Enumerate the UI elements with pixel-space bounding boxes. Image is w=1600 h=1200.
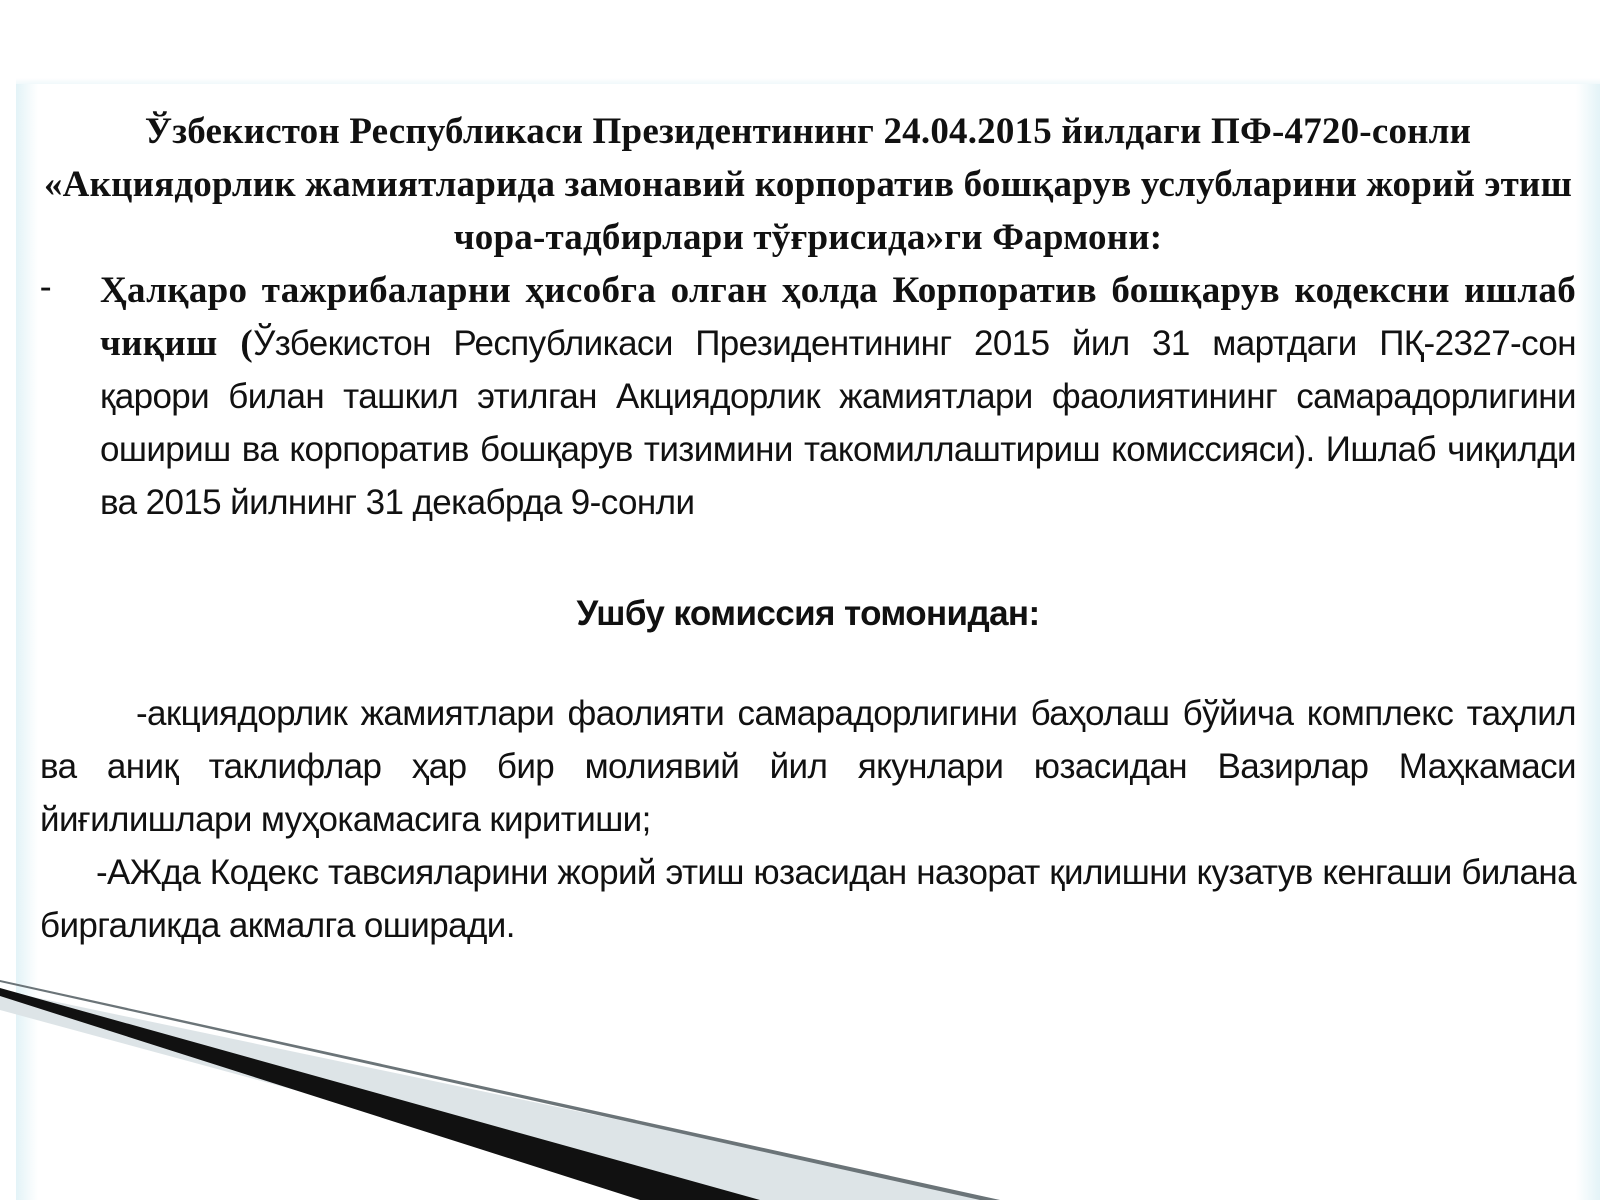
- slide-content: [40, 105, 1576, 952]
- bullet-normal-text: Ўзбекистон Республикаси Президентининг 2015 йил 31 мартдаги ПҚ-2327-сон қарори билан ташкил этилган Акциядорлик жамиятлари фаолиятининг самарадорлигини ошириш ва корпоратив бошқарув тизимини такомиллаштириш комиссияси). Ишлаб чиқилди ва 2015 йилнинг 31 декабрда 9-сонли: [100, 324, 1576, 522]
- bullet-dash: -: [40, 268, 52, 305]
- bullet-bold-text: Ҳалқаро тажрибаларни ҳисобга олган ҳолда Корпоратив бошқарув кодексни ишлаб чиқиш (: [100, 270, 1576, 364]
- paragraph-code-implementation: -АЖда Кодекс тавсияларини жорий этиш юзасидан назорат қилишни кузатув кенгаши билана биргаликда акмалга оширади.: [40, 853, 1576, 945]
- paragraph-evaluation: -акциядорлик жамиятлари фаолияти самарадорлигини баҳолаш бўйича комплекс таҳлил ва аниқ таклифлар ҳар бир молиявий йил якунлари юзасидан Вазирлар Маҳкамаси йиғилишлари муҳокамасига киритиши;: [40, 694, 1576, 839]
- decree-title: Ўзбекистон Республикаси Президентининг 24.04.2015 йилдаги ПФ-4720-сонли «Акциядорлик жамиятларида замонавий корпоратив бошқарув услубларини жорий этиш чора-тадбирлари тўғрисида»ги Фармони:: [43, 111, 1573, 258]
- bullet-item: [40, 264, 1576, 529]
- commission-subheading: Ушбу комиссия томонидан:: [576, 594, 1040, 633]
